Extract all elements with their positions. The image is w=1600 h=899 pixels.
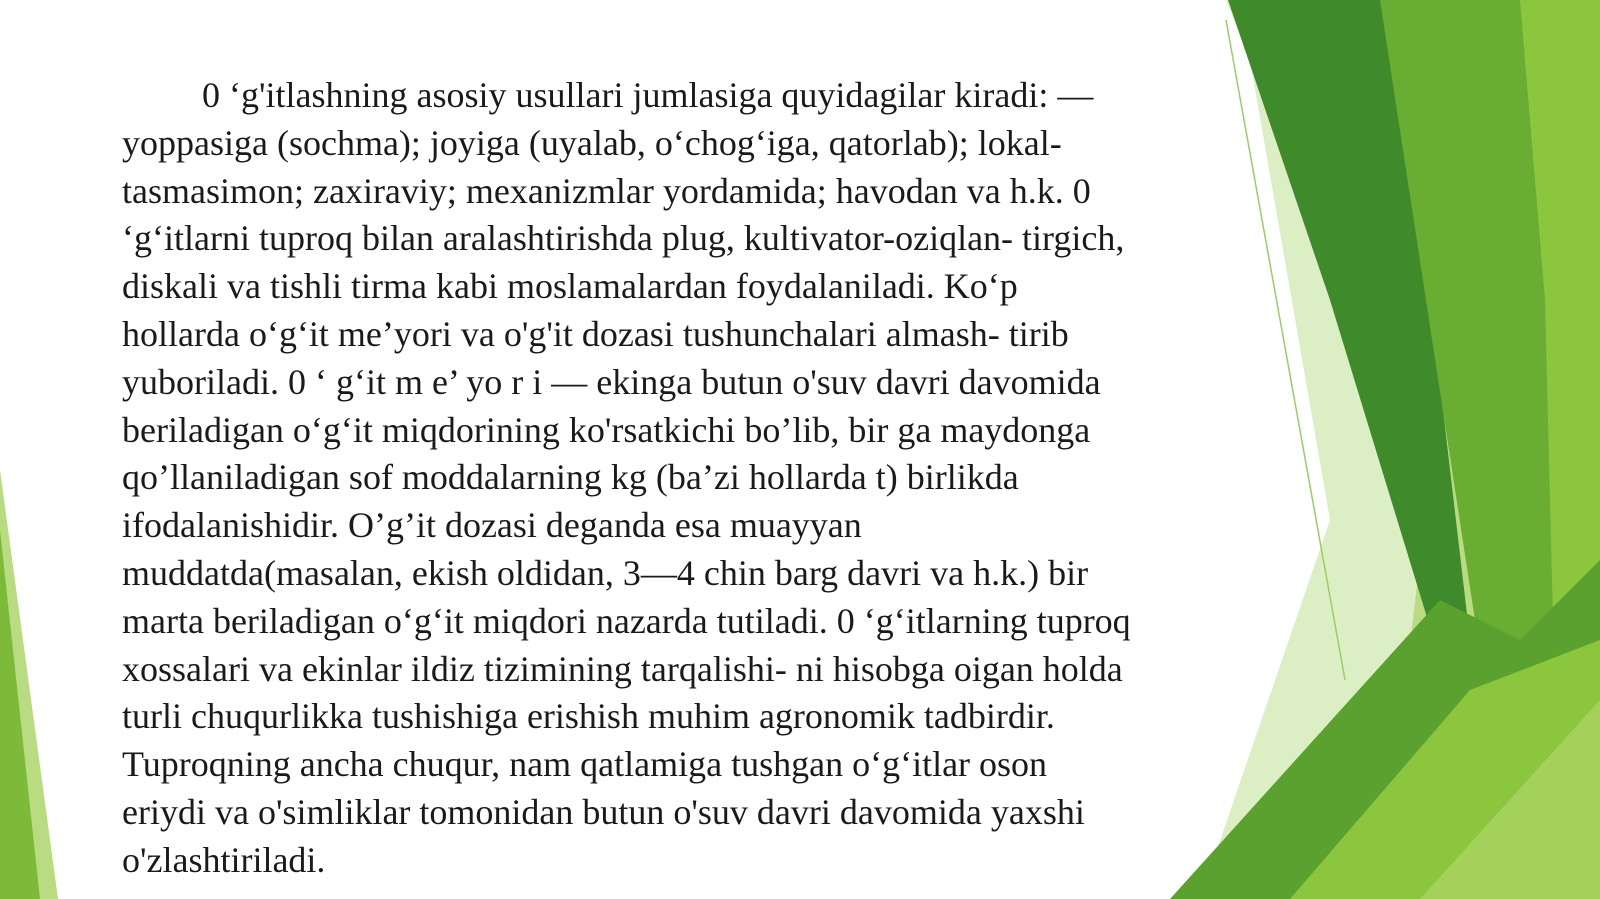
paragraph-line: marta beriladigan o‘g‘it miqdori nazarda tutiladi. 0 ‘g‘itlarning tuproq (122, 600, 1131, 641)
body-paragraph (122, 72, 1252, 885)
paragraph-line: o'zlashtiriladi. (122, 839, 326, 880)
paragraph-line: yoppasiga (sochma); joyiga (uyalab, o‘chog‘iga, qatorlab); lokal- (122, 122, 1062, 163)
paragraph-line: diskali va tishli tirma kabi moslamalardan foydalaniladi. Ko‘p (122, 266, 1018, 307)
paragraph-line: 0 ‘g'itlashning asosiy usullari jumlasiga quyidagilar kiradi: — (202, 75, 1094, 115)
paragraph-line: tasmasimon; zaxiraviy; mexanizmlar yordamida; havodan va h.k. 0 (122, 170, 1091, 211)
paragraph-line: muddatda(masalan, ekish oldidan, 3—4 chin barg davri va h.k.) bir (122, 552, 1089, 593)
paragraph-line: ifodalanishidir. O’g’it dozasi deganda esa muayyan (122, 505, 862, 546)
paragraph-line: qo’llaniladigan sof moddalarning kg (ba’zi hollarda t) birlikda (122, 457, 1019, 498)
paragraph-line: beriladigan o‘g‘it miqdorining ko'rsatkichi bo’lib, bir ga maydonga (122, 409, 1091, 450)
paragraph-line: Tuproqning ancha chuqur, nam qatlamiga tushgan o‘g‘itlar oson (122, 744, 1048, 785)
paragraph-line: hollarda o‘g‘it me’yori va o'g'it dozasi tushunchalari almash- tirib (122, 313, 1069, 354)
paragraph-line: turli chuqurlikka tushishiga erishish muhim agronomik tadbirdir. (122, 696, 1055, 737)
paragraph-line: eriydi va o'simliklar tomonidan butun o'suv davri davomida yaxshi (122, 791, 1085, 832)
paragraph-line: yuboriladi. 0 ‘ g‘it m e’ yo r i — ekinga butun o'suv davri davomida (122, 361, 1101, 402)
paragraph-line: xossalari va ekinlar ildiz tizimining tarqalishi- ni hisobga oigan holda (122, 648, 1123, 689)
paragraph-line: ‘g‘itlarni tuproq bilan aralashtirishda plug, kultivator-oziqlan- tirgich, (122, 218, 1125, 259)
